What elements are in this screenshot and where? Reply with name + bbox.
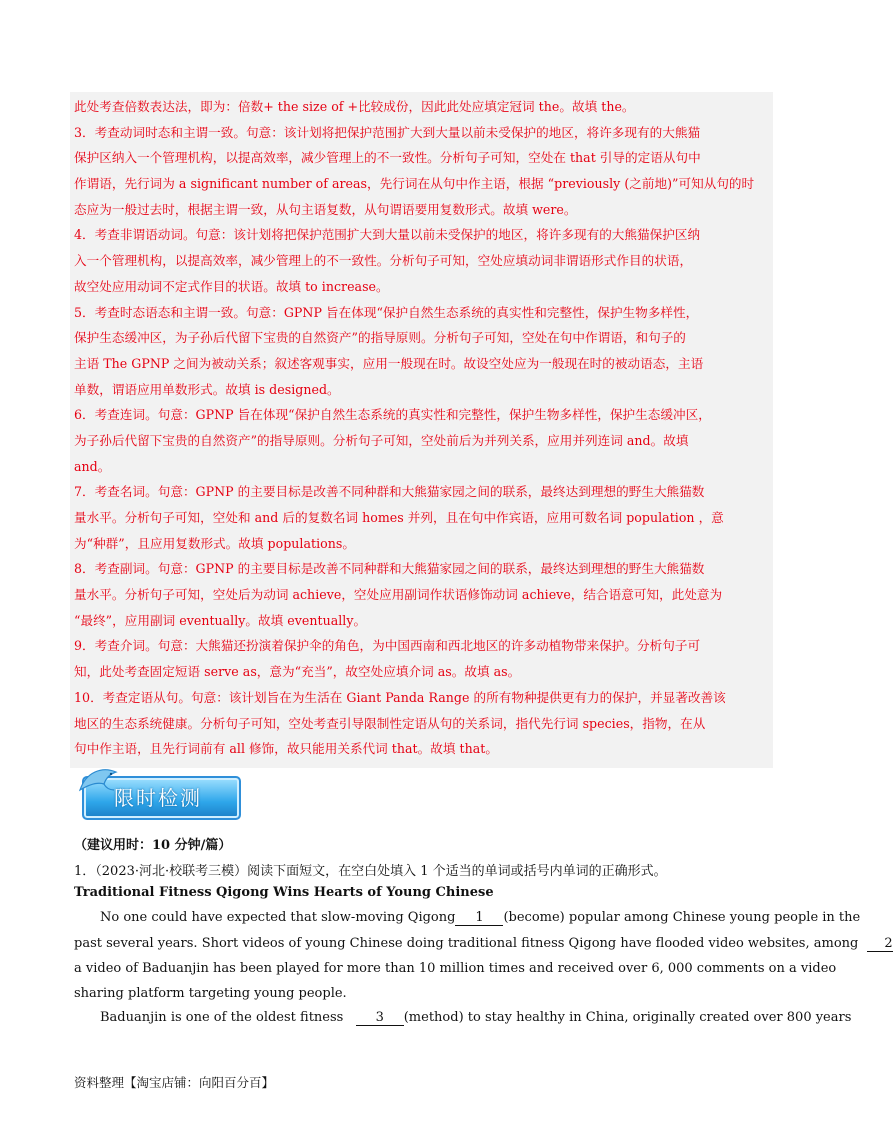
suggested-time: （建议用时：10 分钟/篇）	[74, 838, 232, 853]
answer-line: 保护生态缓冲区，为子孙后代留下宝贵的自然资产”的指导原则。分析句子可知，空处在句中作谓语，和句子的	[74, 330, 686, 346]
blank-2[interactable]: 2	[867, 936, 893, 952]
answer-line: 主语 The GPNP 之间为被动关系；叙述客观事实，应用一般现在时。故设空处应为一般现在时的被动语态，主语	[74, 355, 704, 371]
answer-line: 7．考查名词。句意：GPNP 的主要目标是改善不同种群和大熊猫家园之间的联系，最终达到理想的野生大熊猫数	[74, 484, 705, 500]
answer-line: 为“种群”，且应用复数形式。故填 populations。	[74, 535, 355, 551]
answer-line: 为子孙后代留下宝贵的自然资产”的指导原则。分析句子可知，空处前后为并列关系，应用并列连词 and。故填	[74, 432, 689, 448]
answer-line: 9．考查介词。句意：大熊猫还扮演着保护伞的角色，为中国西南和西北地区的许多动植物带来保护。分析句子可	[74, 638, 701, 654]
answer-line: 句中作主语，且先行词前有 all 修饰，故只能用关系代词 that。故填 that。	[74, 741, 498, 757]
blank-3[interactable]: 3	[356, 1010, 404, 1026]
blank-1[interactable]: 1	[455, 910, 503, 926]
answer-line: 知，此处考查固定短语 serve as，意为“充当”，故空处应填介词 as。故填 as。	[74, 664, 521, 680]
passage-line: a video of Baduanjin has been played for more than 10 million times and received over 6, 000 comments on a video	[74, 961, 837, 976]
question-intro: 1．（2023·河北·校联考三模）阅读下面短文，在空白处填入 1 个适当的单词或括号内单词的正确形式。	[74, 864, 667, 879]
answer-line: 态应为一般过去时，根据主谓一致，从句主语复数，从句谓语要用复数形式。故填 were。	[74, 201, 577, 217]
answer-line: 作谓语，先行词为 a significant number of areas，先行词在从句中作主语，根据 “previously (之前地)”可知从句的时	[74, 176, 755, 192]
answer-line: 量水平。分析句子可知，空处后为动词 achieve，空处应用副词作状语修饰动词 achieve，结合语意可知，此处意为	[74, 587, 723, 603]
section-banner	[76, 762, 244, 824]
answer-line: 4．考查非谓语动词。句意：该计划将把保护范围扩大到大量以前未受保护的地区，将许多现有的大熊猫保护区纳	[74, 227, 701, 243]
passage-line: past several years. Short videos of young Chinese doing traditional fitness Qigong have flooded video websites, among 2	[74, 936, 893, 951]
passage-line: sharing platform targeting young people.	[74, 986, 347, 1001]
answer-line: 地区的生态系统健康。分析句子可知，空处考查引导限制性定语从句的关系词，指代先行词 species，指物，在从	[74, 715, 706, 731]
answer-line: 单数，谓语应用单数形式。故填 is designed。	[74, 381, 340, 397]
answer-line: 量水平。分析句子可知，空处和 and 后的复数名词 homes 并列，且在句中作宾语，应用可数名词 population ，意	[74, 510, 724, 525]
answer-line: 10．考查定语从句。句意：该计划旨在为生活在 Giant Panda Range 的所有物种提供更有力的保护，并显著改善该	[74, 689, 726, 705]
answer-line: 8．考查副词。句意：GPNP 的主要目标是改善不同种群和大熊猫家园之间的联系，最终达到理想的野生大熊猫数	[74, 561, 705, 577]
banner-label: 限时检测	[114, 786, 202, 810]
answer-line: 5．考查时态语态和主谓一致。句意：GPNP 旨在体现“保护自然生态系统的真实性和完整性，保护生物多样性，	[74, 304, 699, 320]
answer-line: 入一个管理机构，以提高效率，减少管理上的不一致性。分析句子可知，空处应填动词非谓语形式作目的状语，	[74, 253, 693, 269]
answer-explanations	[70, 92, 773, 768]
footer-source: 资料整理【淘宝店铺：向阳百分百】	[74, 1075, 275, 1090]
answer-line: 故空处应用动词不定式作目的状语。故填 to increase。	[74, 278, 389, 294]
answer-line: 3．考查动词时态和主谓一致。句意：该计划将把保护范围扩大到大量以前未受保护的地区，将许多现有的大熊猫	[74, 124, 701, 140]
answer-line: 此处考查倍数表达法，即为：倍数+ the size of +比较成份，因此此处应填定冠词 the。故填 the。	[74, 99, 635, 114]
answer-line: 保护区纳入一个管理机构，以提高效率，减少管理上的不一致性。分析句子可知，空处在 that 引导的定语从句中	[74, 150, 701, 166]
answer-line: “最终”，应用副词 eventually。故填 eventually。	[74, 612, 367, 628]
answer-line: 6．考查连词。句意：GPNP 旨在体现“保护自然生态系统的真实性和完整性，保护生物多样性，保护生态缓冲区，	[74, 407, 711, 423]
passage-title: Traditional Fitness Qigong Wins Hearts of Young Chinese	[74, 885, 494, 900]
passage-line: Baduanjin is one of the oldest fitness 3 (method) to stay healthy in China, originally created over 800 years	[100, 1010, 852, 1025]
answer-line: and。	[74, 458, 111, 474]
passage-line: No one could have expected that slow-moving Qigong 1 (become) popular among Chinese young people in the	[100, 910, 861, 925]
